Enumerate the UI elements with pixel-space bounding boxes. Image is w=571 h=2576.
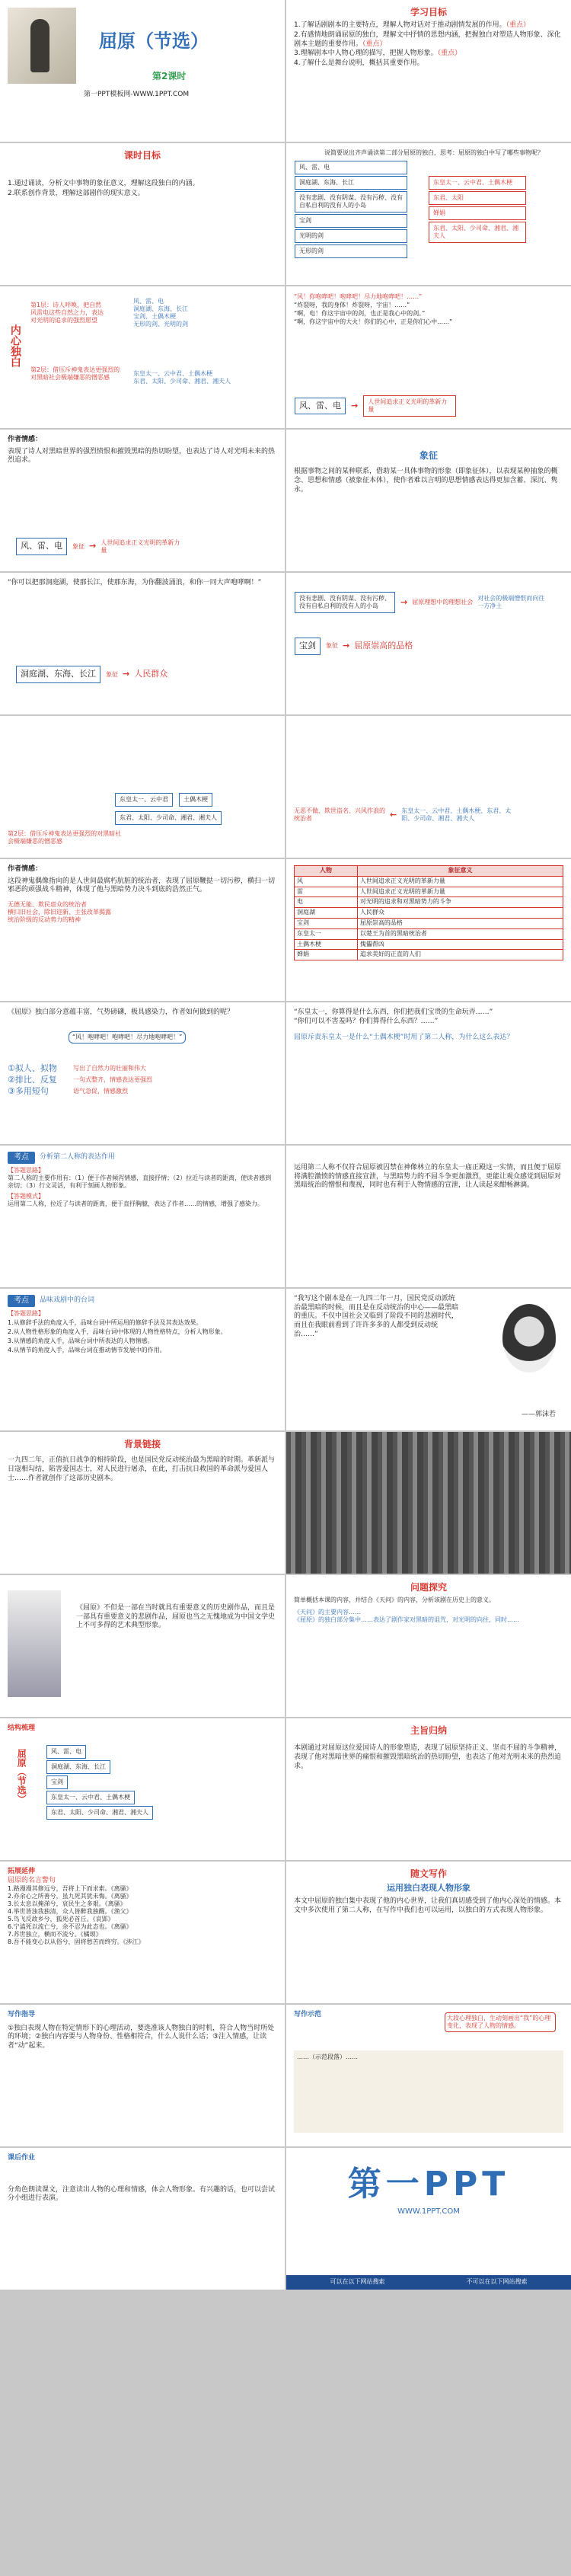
ext-line-5: 5.鸟飞反故乡兮，狐死必首丘。《哀郢》 xyxy=(8,1916,114,1923)
ext-line-8: 8.吾不能变心以从俗兮，固将愁苦而终穷。《涉江》 xyxy=(8,1938,145,1946)
gods2-arrow: ← xyxy=(390,809,397,820)
q-box-chanjuan: 婵娟 xyxy=(429,206,526,220)
q-box-sun: 东君、太阳 xyxy=(429,191,526,205)
wind-line-1: “风！你咆哮吧！咆哮吧！尽力地咆哮吧！……” xyxy=(294,293,423,300)
slide-gods2[interactable] xyxy=(286,716,571,858)
table-cell: 洞庭湖 xyxy=(295,908,358,919)
symbol-text: 根据事物之间的某种联系，借助某一具体事物的形象（即象征体），以表现某种抽象的概念、思想和情感（被象征本体），使作者难以言明的思想情感表达得更加含蓄、深沉、隽永。 xyxy=(294,468,558,494)
rivers-row xyxy=(15,665,167,684)
slide-symbol[interactable] xyxy=(286,430,571,571)
cover-lesson: 第2课时 xyxy=(152,71,187,81)
slide-rhetoric[interactable] xyxy=(0,1002,285,1144)
homework-heading: 课后作业 xyxy=(8,2154,36,2162)
gods-box-1: 东皇太一、云中君 xyxy=(115,793,173,807)
wind-meaning: 人世间追求正义光明的革新力量 xyxy=(363,395,456,417)
wind-box: 风、雷、电 xyxy=(295,398,346,415)
guide-text: ①独白表现人物在特定情形下的心理活动，要选准该人物独白的时机，符合人物当时所处的环境；②独白内容要与人物身份、性格相符合，什么人说什么话；③注入情感，让读者“动”起来。 xyxy=(8,2024,275,2050)
slide-lesson-goals[interactable] xyxy=(0,143,285,285)
table-cell: 傀儡帮凶 xyxy=(357,939,563,950)
practice-text: ……（示范段落）…… xyxy=(294,2050,563,2133)
gods-box-3: 东君、太阳、少司命、湘君、湘夫人 xyxy=(115,811,222,825)
m1-item-2: 洞庭湖、东海、长江 xyxy=(133,305,188,312)
taiyi-line-2: “你们可以不害羞吗？你们算得什么东西？……” xyxy=(294,1017,439,1025)
writing-sub: 运用独白表现人物形象 xyxy=(387,1883,471,1894)
slide-gods[interactable] xyxy=(0,716,285,858)
emotion-b2: 横扫旧社会，除旧迎新、主张改革揭露统治阶级的反动势力的精神 xyxy=(8,909,111,924)
island-arrow: → xyxy=(400,596,408,607)
ext-line-7: 7.苏世独立，横而不流兮。《橘颂》 xyxy=(8,1931,102,1938)
wind-arrow: → xyxy=(351,400,359,411)
goal-4: 4.了解什么是舞台说明，概括其重要作用。 xyxy=(294,59,424,67)
slide-background[interactable] xyxy=(0,1432,285,1574)
homework-text: 分角色朗读课文，注意读出人物的心理和情感，体会人物形象。有兴趣的话，也可以尝试分小组进行表演。 xyxy=(8,2185,276,2203)
exam1-h2: 【答题模式】 xyxy=(8,1192,44,1200)
rhetoric-item-2: ②排比、反复 xyxy=(8,1074,57,1085)
slide-photo xyxy=(286,1432,571,1574)
goal-3: 3.理解剧本中人物心理的描写，把握人物形象。 xyxy=(294,50,438,58)
slide-taiyi[interactable] xyxy=(286,1002,571,1144)
rhetoric-result-3: 语气急促，情感激烈 xyxy=(73,1088,128,1095)
rivers-box: 洞庭湖、东海、长江 xyxy=(16,666,100,683)
rhetoric-result-2: 一句式整齐，情感表达更强烈 xyxy=(73,1076,152,1084)
wind-line-4: “啊，你这宇宙中的大火！你们的心中，正是你们心中……” xyxy=(294,318,453,325)
guo-author: ——郭沫若 xyxy=(521,1411,556,1419)
table-cell: 人世间追求正义光明的革新力量 xyxy=(357,887,563,897)
intent-row xyxy=(15,537,184,556)
exam1-header xyxy=(8,1152,277,1164)
intent-right: 人世间追求正义光明的革新力量 xyxy=(100,539,180,554)
slide-extension[interactable] xyxy=(0,1862,285,2003)
island-box: 没有悲剧、没有阴谋、没有污秽、没有自私自利的没有人的小岛 xyxy=(295,592,395,613)
q-box-sword: 宝剑 xyxy=(295,214,407,228)
slide-hero[interactable] xyxy=(0,1575,285,1717)
wind-line-3: “啊，电！你这宇宙中的剑，也正是我心中的剑。” xyxy=(294,310,426,317)
practice-bubble: 大段心理独白，生动刻画出“我”的心理变化，表现了人物的情感。 xyxy=(445,2012,556,2032)
exam1-tag: 考点 xyxy=(8,1152,35,1164)
slide-wind-quote[interactable] xyxy=(286,286,571,428)
slide-study-goals[interactable] xyxy=(286,0,571,142)
table-row xyxy=(295,918,563,928)
exam1-answer: 运用第二人称，拉近了与读者的距离，便于直抒胸臆，表达了作者……的情感，增强了感染力。 xyxy=(8,1200,263,1207)
slide-rivers[interactable] xyxy=(0,573,285,714)
intent-text: 表现了诗人对黑暗世界的强烈愤恨和摧毁黑暗的热切盼望，也表达了诗人对光明未来的热烈追求。 xyxy=(8,447,276,465)
intent-arrow: → xyxy=(89,541,97,551)
monologue-side-title: 内心独白 xyxy=(8,324,21,367)
table-row xyxy=(295,950,563,960)
char-th-2: 象征意义 xyxy=(357,866,563,877)
island-right: 对社会的极端憎恨而向往一方净土 xyxy=(477,595,545,609)
problem-question: 简单概括本课的内容，并结合《天问》的内容，分析该剧在历史上的意义。 xyxy=(294,1596,495,1604)
q-box-gods: 东君、太阳、少司命、湘君、湘夫人 xyxy=(429,222,526,243)
slide-quote-guo[interactable] xyxy=(286,1289,571,1430)
monologue-part1-items xyxy=(133,298,278,328)
goal-2: 2.有感情地朗诵屈原的独白，理解文中抒情的思想内涵，把握独白对塑造人物形象、深化剧本主题的重要作用。 xyxy=(294,30,561,48)
monologue-part1: 第1层：诗人呼唤，把自然风雷电这些自然之力，表达对光明的追求的强烈愿望 xyxy=(30,302,104,324)
wind-quote-lines xyxy=(294,293,563,326)
gods-boxes xyxy=(114,792,213,807)
footer-left: 可以在以下网站搜索 xyxy=(330,2278,385,2286)
goal-3-tag: （重点） xyxy=(437,50,462,58)
problem-heading: 问题探究 xyxy=(410,1582,447,1593)
emotion-text: 这段神鬼偶像指向的是人世间最腐朽肮脏的统治者，表现了屈原鞭挞一切污秽，横扫一切邪恶的顽强战斗精神，体现了他与黑暗势力决斗到底的浩然正气。 xyxy=(8,877,276,894)
exam2-list xyxy=(8,1319,277,1354)
slide-cover[interactable] xyxy=(0,0,285,142)
theme-text: 本剧通过对屈原这位爱国诗人的形象塑造，表现了屈原坚持正义、坚贞不屈的斗争精神，表现了他对黑暗世界的痛恨和摧毁黑暗统治的热切盼望，也表达了他对光明未来的热烈追求。 xyxy=(294,1744,562,1770)
slide-question[interactable] xyxy=(286,143,571,285)
exam2-item-1: 1.从修辞手法的角度入手，品味台词中所运用的修辞手法及其表达效果。 xyxy=(8,1318,203,1326)
slide-guide[interactable] xyxy=(0,2005,285,2146)
structure-side: 屈原（节选） xyxy=(16,1749,27,1804)
structure-heading: 结构梳理 xyxy=(8,1724,36,1732)
hero-text: 《屈原》不但是一部在当时就具有重要意义的历史剧作品，而且是一部具有重要意义的悲剧作品，屈原也当之无愧地成为中国文学史上不可多得的艺术典型形象。 xyxy=(76,1604,276,1630)
structure-row-2: 洞庭湖、东海、长江 xyxy=(46,1760,110,1774)
q-box-island: 没有悲剧、没有阴谋、没有污秽、没有自私自利的没有人的小岛 xyxy=(295,191,407,213)
table-row xyxy=(295,897,563,908)
rhetoric-result-1: 写出了自然力的壮丽和伟大 xyxy=(73,1065,146,1072)
cover-site: 第一PPT模板网-WWW.1PPT.COM xyxy=(84,91,190,98)
goal-1: 1.了解话剧剧本的主要特点，理解人物对话对于推动剧情发展的作用。 xyxy=(294,21,506,30)
question-col1 xyxy=(294,160,408,259)
guide-heading: 写作指导 xyxy=(8,2011,36,2018)
cover-painting xyxy=(8,8,76,84)
goal-2-tag: （重点） xyxy=(362,40,387,48)
practice-heading: 写作示范 xyxy=(294,2011,322,2018)
wind-symbol-row xyxy=(294,395,457,417)
exam1-body: 第二人称的主要作用有：（1）便于作者倾泻情感，直接抒情；（2）拉近与读者的距离，使读者感到亲切；（3）行文灵活，有利于刻画人物形象。 xyxy=(8,1174,272,1189)
exam2-item-4: 4.从情节的角度入手，品味台词在推动情节发展中的作用。 xyxy=(8,1346,166,1354)
exam1-h1: 【答题思路】 xyxy=(8,1166,44,1174)
rivers-quote: “你可以把那洞庭湖，使那长江，使那东海，为你翻波涌浪，和你一同大声咆哮啊！” xyxy=(8,579,262,586)
m2-item-2: 东君、太阳、少司命、湘君、湘夫人 xyxy=(133,378,231,385)
ending-footer xyxy=(286,2275,571,2290)
sword-row xyxy=(294,637,563,656)
taiyi-question: 屈原斥责东皇太一是什么“土偶木梗”时用了第二人称，为什么这么表达？ xyxy=(294,1034,514,1042)
table-row xyxy=(295,887,563,897)
study-goals-list xyxy=(294,21,563,68)
rhetoric-question: 《屈原》独白部分意蕴丰富，气势磅礴，极具感染力，作者如何做到的呢？ xyxy=(8,1008,234,1016)
extension-sub: 屈原的名言警句 xyxy=(8,1876,56,1884)
exam2-tag: 考点 xyxy=(8,1295,35,1307)
m1-item-4: 无形的剑、光明的剑 xyxy=(133,321,188,328)
monologue-part2: 第2层：借压斥神鬼表达更强烈的对黑暗社会极端嫌恶的憎恶感 xyxy=(30,366,120,381)
slide-ending[interactable] xyxy=(286,2148,571,2290)
sword-meaning: 屈原崇高的品格 xyxy=(354,641,413,650)
slide-practice[interactable] xyxy=(286,2005,571,2146)
rivers-label: 象征 xyxy=(106,670,118,678)
ext-line-1: 1.路漫漫其修远兮，吾将上下而求索。《离骚》 xyxy=(8,1885,132,1893)
structure-row-5: 东君、太阳、少司命、湘君、湘夫人 xyxy=(46,1806,153,1820)
q-box-lake: 洞庭湖、东海、长江 xyxy=(295,176,407,190)
table-cell: 追求美好的正直的人们 xyxy=(357,950,563,960)
symbol-heading: 象征 xyxy=(419,450,438,461)
ext-line-4: 4.举世皆浊我独清，众人皆醉我独醒。《渔父》 xyxy=(8,1908,132,1916)
rivers-meaning: 人民群众 xyxy=(134,669,168,679)
structure-row-4: 东皇太一、云中君、土偶木梗 xyxy=(46,1791,135,1804)
sword-label: 象征 xyxy=(326,642,338,650)
q-box-invisible: 无形的剑 xyxy=(295,244,407,258)
problem-line-2: 《屈原》的独白部分集中……表达了剧作家对黑暗的诅咒，对光明的向往，同时…… xyxy=(294,1616,519,1624)
background-heading: 背景链接 xyxy=(123,1439,161,1449)
slide-homework[interactable] xyxy=(0,2148,285,2290)
slide-author-emotion[interactable] xyxy=(0,859,285,1001)
m1-item-1: 风、雷、电 xyxy=(133,298,164,305)
exam2-header xyxy=(8,1295,277,1307)
table-cell: 东皇太一 xyxy=(295,928,358,939)
slide-exam2[interactable] xyxy=(0,1289,285,1430)
taiyi-line-1: “东皇太一，你算得是什么东西，你们把我们宝贵的生命玩弄……” xyxy=(294,1008,493,1016)
table-row xyxy=(295,908,563,919)
exam2-h1: 【答题思路】 xyxy=(8,1309,44,1317)
gods2-right: 东皇太一、云中君、土偶木梗、东君、太阳、少司命、湘君、湘夫人 xyxy=(401,807,512,822)
structure-row-1: 风、雷、电 xyxy=(46,1745,86,1759)
structure-row-3: 宝剑 xyxy=(46,1775,68,1789)
exam2-item-2: 2.从人物性格形象的角度入手，品味台词中体现的人物性格特点，分析人物形象。 xyxy=(8,1328,227,1335)
theme-heading: 主旨归纳 xyxy=(410,1725,447,1736)
island-mid: 屈原理想中的理想社会 xyxy=(412,599,474,606)
slide-structure[interactable] xyxy=(0,1718,285,1860)
table-cell: 人世间追求正义光明的革新力量 xyxy=(357,876,563,887)
slide-char-table[interactable] xyxy=(286,859,571,1001)
writing-heading: 随文写作 xyxy=(410,1868,447,1879)
sword-arrow: → xyxy=(343,641,350,650)
problem-line-1: 《天问》的主要内容…… xyxy=(294,1609,361,1616)
question-col2 xyxy=(428,175,527,244)
ext-line-2: 2.亦余心之所善兮，虽九死其犹未悔。《离骚》 xyxy=(8,1893,132,1900)
writing-text: 本文中屈原的独白集中表现了他的内心世界，让我们真切感受到了他内心深处的情感。本文中多次使用了第二人称，在写作中我们也可以运用，以独白的方式表现人物形象。 xyxy=(294,1897,562,1914)
table-cell: 屈原崇高的品格 xyxy=(357,918,563,928)
extension-heading: 拓展延伸 xyxy=(8,1868,36,1875)
gods2-left: 无恶不做、欺世盗名、兴风作浪的统治者 xyxy=(294,807,385,822)
table-cell: 电 xyxy=(295,897,358,908)
cover-title: 屈原（节选） xyxy=(99,30,209,52)
table-row xyxy=(295,928,563,939)
rhetoric-item-3: ③多用短句 xyxy=(8,1085,49,1096)
slide-author-intent[interactable] xyxy=(0,430,285,571)
monologue-part2-items xyxy=(133,370,278,385)
rivers-arrow: → xyxy=(123,669,130,679)
goal-1-tag: （重点） xyxy=(506,21,531,30)
hero-figure xyxy=(8,1590,61,1697)
rhetoric-list xyxy=(8,1063,274,1098)
question-text: 说简要说出齐声诵读第二部分屈原的独白，思考：屈原的独白中写了哪些事物呢？ xyxy=(324,149,544,156)
intent-label: 象征 xyxy=(72,542,85,550)
table-cell: 以楚王为首的黑暗统治者 xyxy=(357,928,563,939)
table-cell: 人民群众 xyxy=(357,908,563,919)
rhetoric-bubble: “风！咆哮吧！咆哮吧！尽力地咆哮吧！” xyxy=(69,1031,186,1044)
lesson-goals-heading: 课时目标 xyxy=(123,150,161,161)
table-cell: 风 xyxy=(295,876,358,887)
lesson-goal-1: 1.通过诵读，分析文中事物的象征意义，理解这段独白的内涵。 xyxy=(8,180,199,188)
char-table xyxy=(294,865,563,960)
intent-heading: 作者情感： xyxy=(8,436,43,443)
gods-box-2: 土偶木梗 xyxy=(179,793,212,807)
slide-inner-monologue[interactable] xyxy=(0,286,285,428)
guo-portrait xyxy=(502,1304,556,1373)
emotion-b1: 无德无能、欺民虐众的统治者 xyxy=(8,901,87,909)
rhetoric-item-1: ①拟人、拟物 xyxy=(8,1063,57,1073)
question-boxes xyxy=(294,160,563,259)
char-th-1: 人物 xyxy=(295,866,358,877)
slide-second-person[interactable] xyxy=(286,1146,571,1287)
table-cell: 雷 xyxy=(295,887,358,897)
table-cell: 土偶木梗 xyxy=(295,939,358,950)
q-box-wind: 风、雷、电 xyxy=(295,161,407,174)
slide-theme[interactable] xyxy=(286,1718,571,1860)
slide-writing[interactable] xyxy=(286,1862,571,2003)
exam2-item-3: 3.从情感的角度入手，品味台词中所表达的人物情感。 xyxy=(8,1337,154,1344)
slide-island[interactable] xyxy=(286,573,571,714)
sword-box: 宝剑 xyxy=(295,638,321,655)
gods2-row xyxy=(294,807,515,823)
exam1-title: 分析第二人称的表达作用 xyxy=(40,1152,116,1161)
m2-item-1: 东皇太一、云中君、土偶木梗 xyxy=(133,370,212,377)
table-cell: 对光明的追求和对黑暗势力的斗争 xyxy=(357,897,563,908)
table-row xyxy=(295,876,563,887)
table-row xyxy=(295,939,563,950)
m1-item-3: 宝剑、土偶木梗 xyxy=(133,313,176,320)
intent-left: 风、雷、电 xyxy=(16,538,67,555)
ext-line-6: 6.宁溘死以流亡兮，余不忍为此态也。《离骚》 xyxy=(8,1923,132,1931)
gods-caption: 第2层：借压斥神鬼表达更强烈的对黑暗社会极端嫌恶的憎恶感 xyxy=(8,830,122,845)
second-person-text: 运用第二人称不仅符合屈原被囚禁在神像林立的东皇太一庙正殿这一实情，而且便于屈原将满腔激愤的情感直接宣泄，与黑暗势力的不屈斗争更加激烈，更能让观众感觉到屈原对黑暗统治的憎恨和蔑视，同时也有利于人物情感的宣泄，让人读起来酣畅淋漓。 xyxy=(294,1164,562,1190)
slide-problem[interactable] xyxy=(286,1575,571,1717)
lesson-goals-list xyxy=(8,180,277,198)
ext-line-3: 3.长太息以掩涕兮，哀民生之多艰。《离骚》 xyxy=(8,1900,126,1908)
footer-right: 不可以在以下网站搜索 xyxy=(466,2278,528,2286)
structure-list xyxy=(46,1744,154,1820)
emotion-heading: 作者情感： xyxy=(8,865,43,873)
wind-line-2: “炸裂呀，我的身体！炸裂呀，宇宙！……” xyxy=(294,302,410,308)
study-goals-heading: 学习目标 xyxy=(410,7,447,18)
ending-logo: 第一PPT xyxy=(347,2165,510,2204)
table-cell: 宝剑 xyxy=(295,918,358,928)
exam2-title: 品味戏剧中的台词 xyxy=(40,1296,95,1304)
lesson-goal-2: 2.联系创作背景，理解这部剧作的现实意义。 xyxy=(8,189,145,197)
guo-quote: “我写这个剧本是在一九四二年一月，国民党反动派统治最黑暗的时候，而且是在反动统治的中心——最黑暗的重庆。不仅中国社会又临到了阶段不同的悲剧时代，而且在我眼前看到了许许多多的人都受到反动统治……” xyxy=(294,1295,459,1338)
q-box-light-sword: 光明的剑 xyxy=(295,229,407,243)
background-text: 一九四二年，正值抗日战争的相持阶段，也是国民党反动统治最为黑暗的时期。革新派与日寇相勾结，陷害爱国志士，对人民进行屠杀，在此，打击抗日救国的革命派与爱国人士……作者就创作了这部历史剧本。 xyxy=(8,1456,276,1482)
ending-site: WWW.1PPT.COM xyxy=(397,2207,460,2216)
extension-list xyxy=(8,1885,277,1946)
table-cell: 婵娟 xyxy=(295,950,358,960)
slide-exam1[interactable] xyxy=(0,1146,285,1287)
island-row xyxy=(294,591,563,614)
q-box-taiyi: 东皇太一、云中君、土偶木梗 xyxy=(429,176,526,190)
